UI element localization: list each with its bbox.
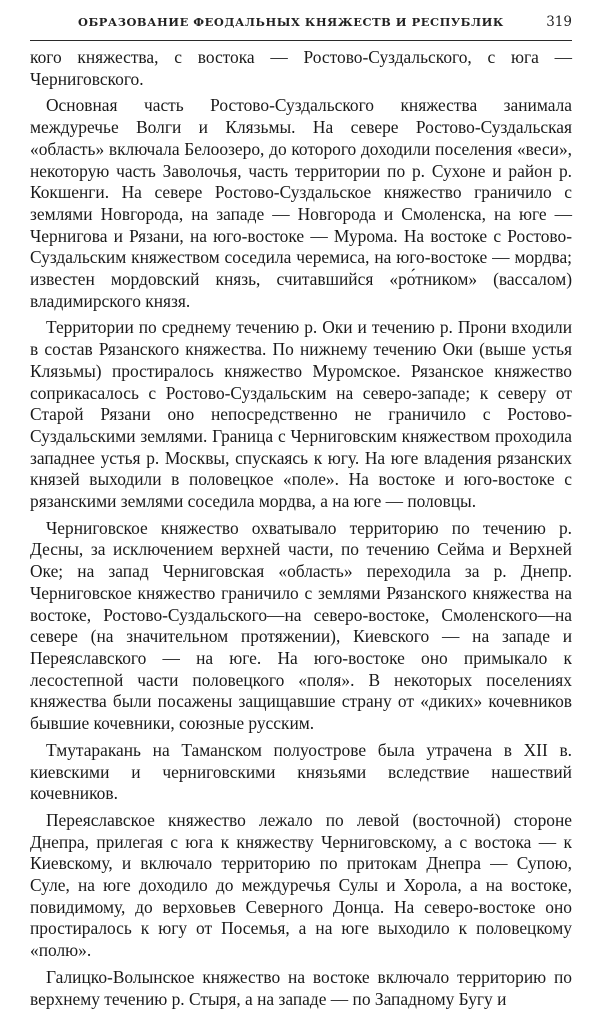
paragraph-pereyaslavl: Переяславское княжество лежало по левой (восточной) стороне Днепра, прилегая с юга к княжеству Черниговскому, а с востока — к Киевскому, и включало территорию по притокам Днепра — Супою, Суле, на юге доходило до междуречья Сулы и Хорола, а на востоке, повидимому, до верховьев Северного Донца. На северо-востоке оно простиралось к югу от Посемья, а на юге выходило к половецкому «полю». [30, 809, 572, 961]
paragraph-galicia-volhynia: Галицко-Волынское княжество на востоке включало территорию по верхнему течению р. Стыря, а на западе — по Западному Бугу и [30, 966, 572, 1009]
paragraph-tmutarakan: Тмутаракань на Таманском полуострове была утрачена в XII в. киевскими и черниговскими князьями вследствие нашествий кочевников. [30, 739, 572, 804]
page-number: 319 [546, 14, 572, 30]
running-head [30, 14, 572, 41]
paragraph-continuation: кого княжества, с востока — Ростово-Суздальского, с юга — Черниговского. [30, 47, 572, 89]
body-text [30, 47, 572, 1010]
running-title: ОБРАЗОВАНИЕ ФЕОДАЛЬНЫХ КНЯЖЕСТВ И РЕСПУБЛИК [78, 15, 504, 29]
paragraph-rostov-suzdal: Основная часть Ростово-Суздальского княжества занимала междуречье Волги и Клязьмы. На севере Ростово-Суздальская «область» включала Белоозеро, до которого доходили поселения «веси», некоторую часть Заволочья, часть территории по р. Сухоне и район р. Кокшенги. На севере Ростово-Суздальское княжество граничило с землями Новгорода, на западе — Новгорода и Смоленска, на юге — Чернигова и Рязани, на юго-востоке — Мурома. На востоке с Ростово-Суздальским княжеством соседила черемиса, на юго-востоке — мордва; известен мордовский князь, считавшийся «ро́тником» (вассалом) владимирского князя. [30, 95, 572, 311]
paragraph-ryazan: Территории по среднему течению р. Оки и течению р. Прони входили в состав Рязанского княжества. По нижнему течению Оки (выше устья Клязьмы) простиралось княжество Муромское. Рязанское княжество соприкасалось с Ростово-Суздальским на северо-западе; к северу от Старой Рязани оно непосредственно не граничило с Ростово-Суздальскими землями. Граница с Черниговским княжеством проходила западнее устья р. Москвы, спускаясь к югу. На юге владения рязанских князей выходили в половецкое «поле». На востоке и юго-востоке с рязанскими землями соседила мордва, а на юге — половцы. [30, 317, 572, 512]
paragraph-chernigov: Черниговское княжество охватывало территорию по течению р. Десны, за исключением верхней части, по течению Сейма и Верхней Оке; на запад Черниговская «область» переходила за р. Днепр. Черниговское княжество граничило с землями Рязанского княжества на востоке, Ростово-Суздальского—на северо-востоке, Смоленского—на севере (на значительном протяжении), Киевского — на западе и Переяславского — на юге. На юго-востоке оно примыкало к лесостепной части половецкого «поля». В некоторых поселениях княжества были посажены защищавшие страну от «диких» кочевников бывшие кочевники, союзные русским. [30, 517, 572, 734]
